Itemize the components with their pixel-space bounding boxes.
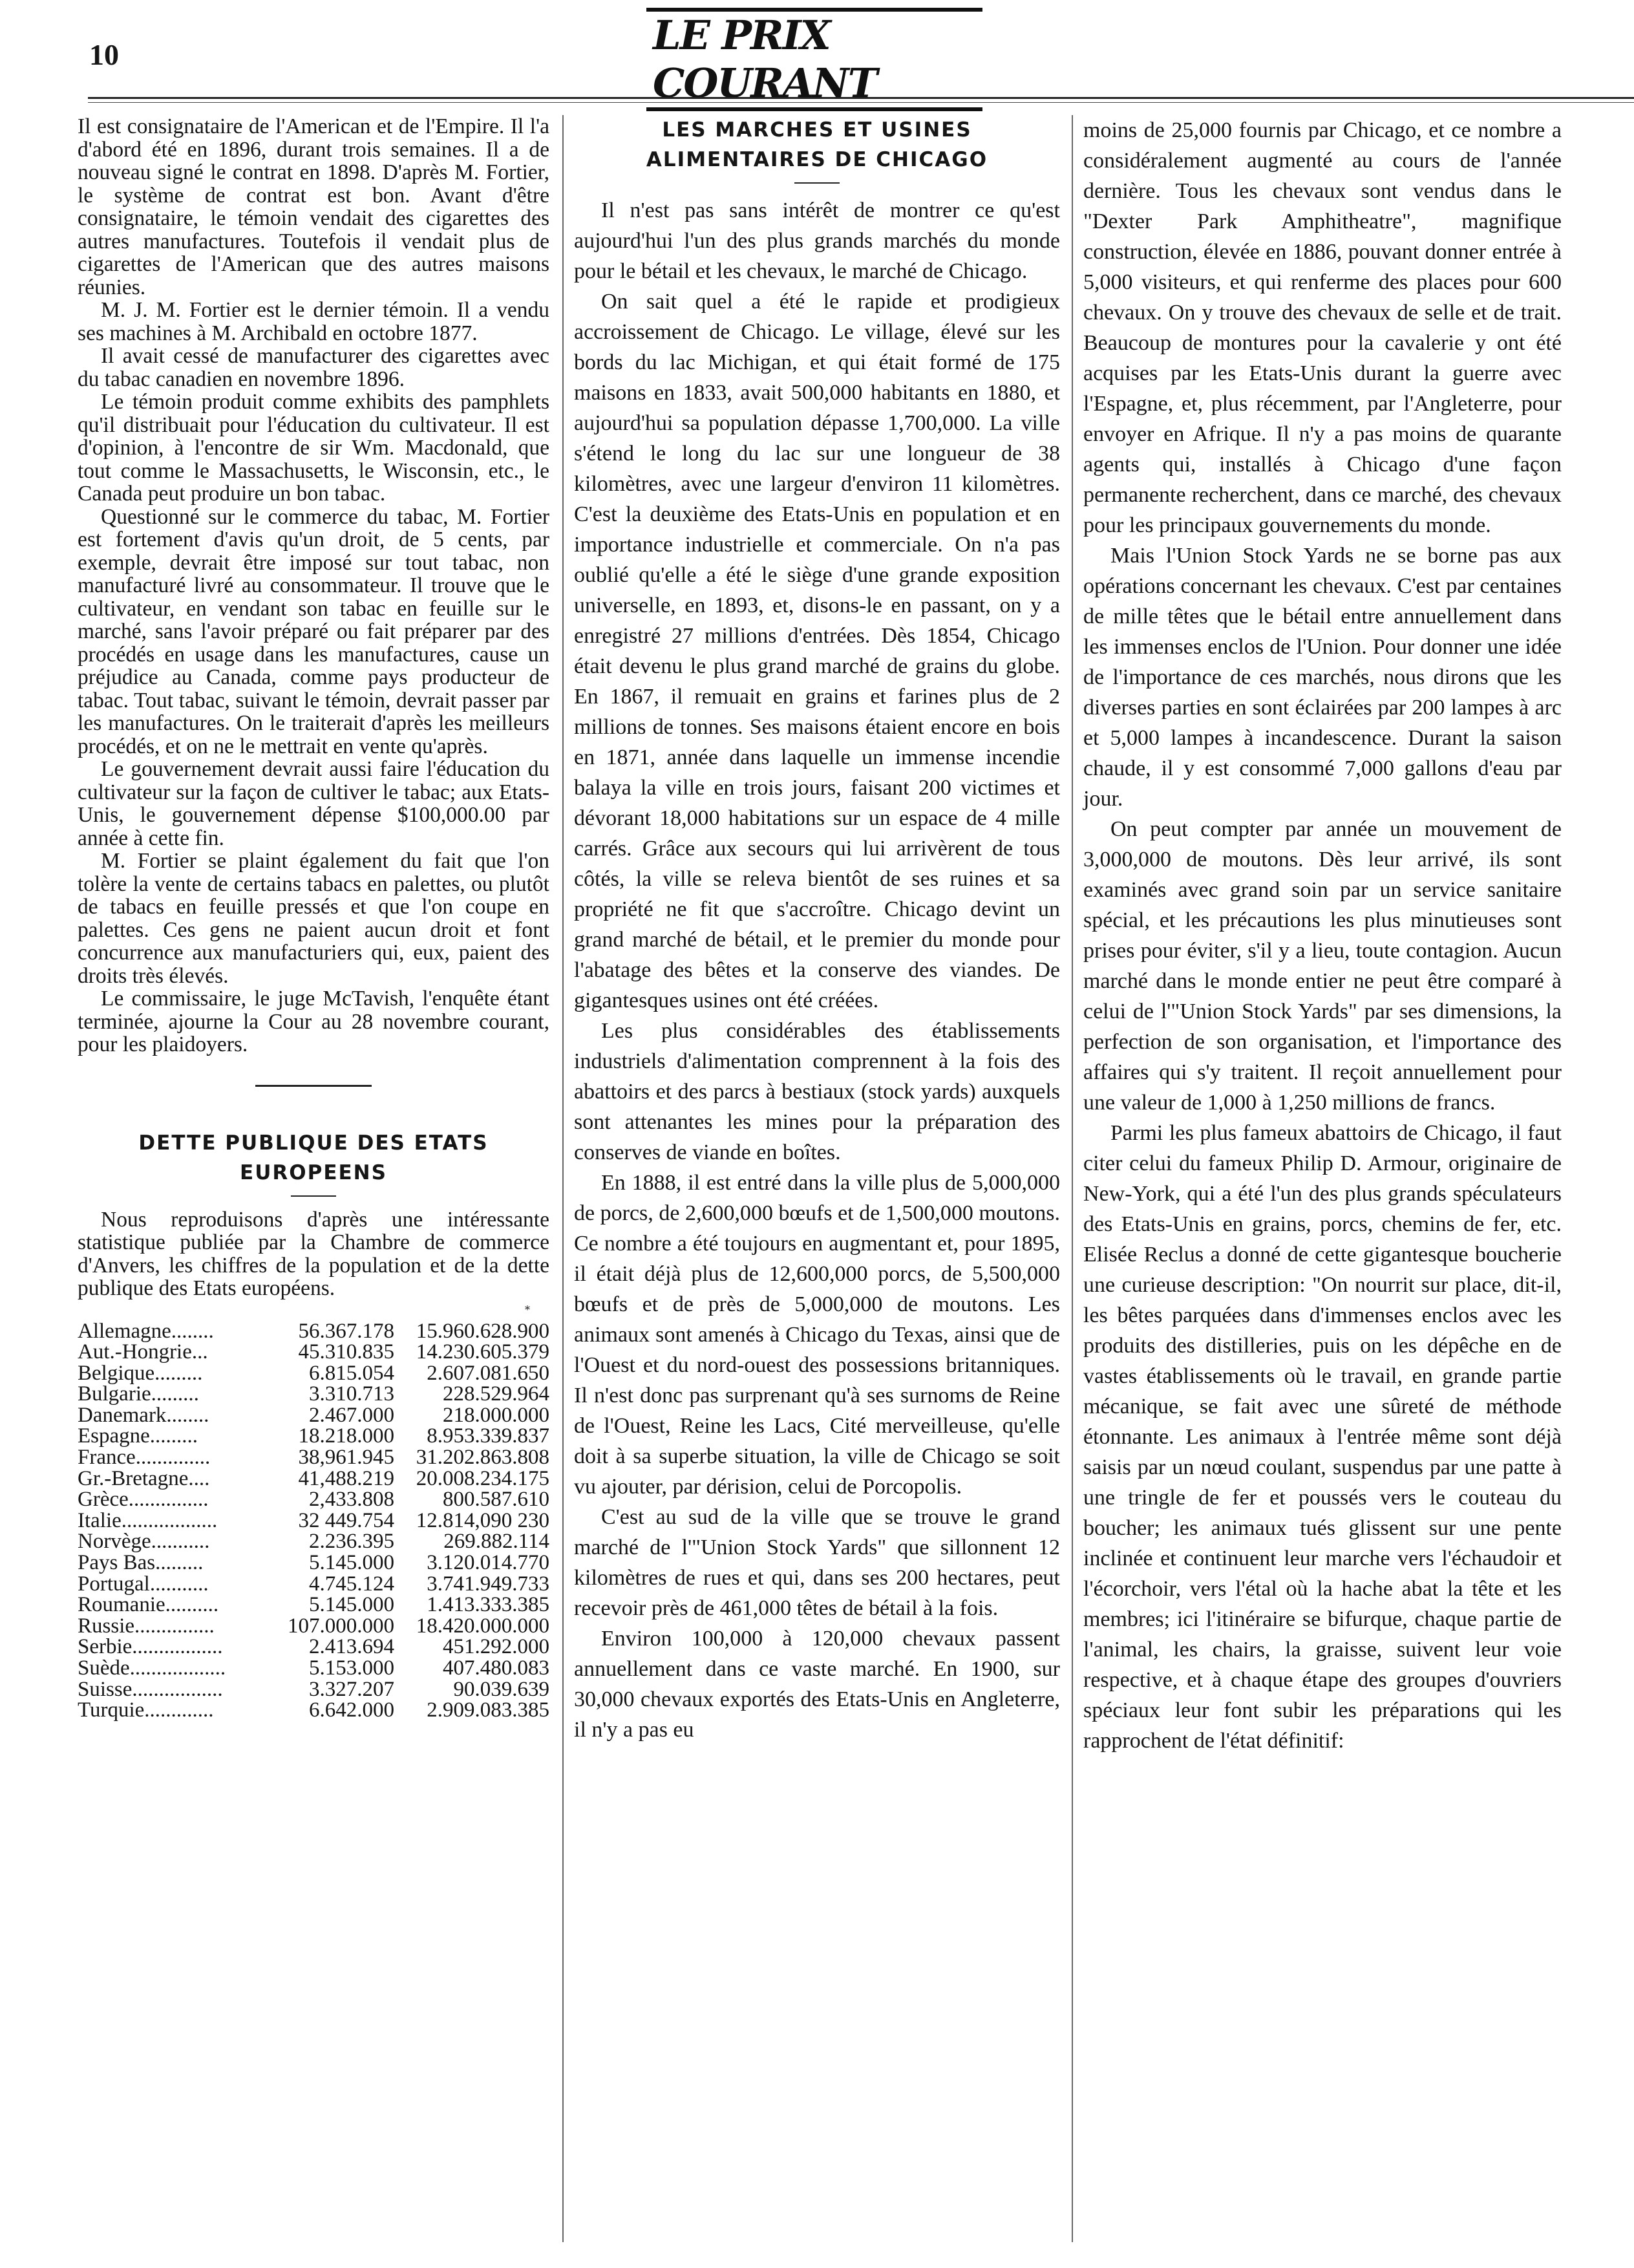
title-rule bbox=[291, 1195, 336, 1197]
population-cell: 32 449.754 bbox=[298, 1508, 394, 1532]
debt-cell: 2.909.083.385 bbox=[427, 1698, 549, 1722]
debt-cell: 407.480.083 bbox=[443, 1656, 549, 1680]
debt-intro: Nous reproduisons d'après une intéressante statistique publiée par la Chambre de commerce d'Anvers, les chiffres de la population et de la dette publique des Etats européens. bbox=[78, 1207, 549, 1300]
article-paragraph: C'est au sud de la ville que se trouve le grand marché de l'"Union Stock Yards" que sillonnent 12 kilomètres de rues et qui, dans ses 200 hectares, peut recevoir près de 461,000 têtes de bétail à la fois. bbox=[574, 1505, 1060, 1620]
country-cell: Danemark........ bbox=[78, 1403, 209, 1427]
debt-table bbox=[78, 1321, 549, 1721]
debt-cell: 8.953.339.837 bbox=[427, 1424, 549, 1448]
country-cell: Turquie............. bbox=[78, 1698, 214, 1722]
table-row bbox=[78, 1447, 549, 1468]
population-cell: 5.153.000 bbox=[309, 1656, 394, 1680]
table-row bbox=[78, 1405, 549, 1426]
population-cell: 38,961.945 bbox=[298, 1446, 394, 1470]
debt-cell: 228.529.964 bbox=[443, 1382, 549, 1406]
column-divider-1 bbox=[562, 115, 564, 2242]
population-cell: 3.327.207 bbox=[309, 1677, 394, 1701]
population-cell: 2.413.694 bbox=[309, 1635, 394, 1659]
table-row bbox=[78, 1468, 549, 1490]
country-cell: Suisse................. bbox=[78, 1677, 223, 1701]
country-cell: Portugal........... bbox=[78, 1572, 209, 1596]
article-paragraph: moins de 25,000 fournis par Chicago, et ce nombre a considéralement augmenté au cours de l'année dernière. Tous les chevaux sont vendus dans le "Dexter Park Amphitheatre", magnifique construction, élevée en 1886, pouvant donner entrée à 5,000 visiteurs, et qui renferme des places pour 600 chevaux. On y trouve des chevaux de selle et de trait. Beaucoup de montures pour la cavalerie y ont été acquises par les Etats-Unis durant la guerre avec l'Espagne, et, plus récemment, par l'Angleterre, pour envoyer en Afrique. Il n'y a pas moins de quarante agents qui, installés à Chicago d'une façon permanente recherchent, dans ce marché, des chevaux pour les principaux gouvernements du monde. bbox=[1083, 118, 1562, 537]
debt-cell: 269.882.114 bbox=[443, 1530, 549, 1554]
country-cell: Norvège........... bbox=[78, 1530, 210, 1554]
table-row bbox=[78, 1510, 549, 1532]
country-cell: Serbie................. bbox=[78, 1635, 223, 1659]
article-paragraph: Il n'est pas sans intérêt de montrer ce qu'est aujourd'hui l'un des plus grands marchés du monde pour le bétail et les chevaux, le marché de Chicago. bbox=[574, 198, 1060, 283]
country-cell: Roumanie.......... bbox=[78, 1593, 219, 1617]
population-cell: 2.236.395 bbox=[309, 1530, 394, 1554]
table-row bbox=[78, 1342, 549, 1363]
country-cell: Grèce............... bbox=[78, 1488, 209, 1512]
article-paragraph: Il avait cessé de manufacturer des cigarettes avec du tabac canadien en novembre 1896. bbox=[78, 344, 549, 391]
country-cell: Gr.-Bretagne.... bbox=[78, 1466, 210, 1490]
debt-cell: 2.607.081.650 bbox=[427, 1361, 549, 1385]
article-paragraph: M. J. M. Fortier est le dernier témoin. Il a vendu ses machines à M. Archibald en octobre 1877. bbox=[78, 298, 549, 345]
article-paragraph: Le gouvernement devrait aussi faire l'éducation du cultivateur sur la façon de cultiver le tabac; aux Etats-Unis, le gouvernement dépense $100,000.00 par année à cette fin. bbox=[78, 757, 549, 850]
table-row bbox=[78, 1363, 549, 1384]
debt-cell: 3.741.949.733 bbox=[427, 1572, 549, 1596]
population-cell: 6.815.054 bbox=[309, 1361, 394, 1385]
country-cell: Russie............... bbox=[78, 1614, 215, 1638]
article-paragraph: Il est consignataire de l'American et de l'Empire. Il l'a d'abord été en 1896, durant trois semaines. Il a de nouveau signé le contrat en 1898. D'après M. Fortier, le système de contrat est bon. Avant d'être consignataire, le témoin vendait des cigarettes des autres manufactures. Toutefois il vendait plus de cigarettes de l'American que des autres maisons réunies. bbox=[78, 114, 549, 299]
table-row bbox=[78, 1679, 549, 1700]
article-paragraph: On sait quel a été le rapide et prodigieux accroissement de Chicago. Le village, élevé sur les bords du lac Michigan, et qui était formé de 175 maisons en 1833, avait 500,000 habitants en 1880, et aujourd'hui sa population dépasse 1,700,000. La ville s'étend le long du lac sur une longueur de 38 kilomètres, avec une largeur d'environ 11 kilomètres. C'est la deuxième des Etats-Unis en population et en importance industrielle et commerciale. On n'a pas oublié qu'elle a été le siège d'une grande exposition universelle, en 1893, et, disons-le en passant, on y a enregistré 27 millions d'entrées. Dès 1854, Chicago était devenu le plus grand marché de grains du globe. En 1867, il remuait en grains et farines plus de 2 millions de tonnes. Ses maisons étaient encore en bois en 1871, année dans laquelle un immense incendie balaya la ville en trois jours, faisant 200 victimes et dévorant 18,000 habitations sur un espace de 4 mille carrés. Grâce aux secours qui lui arrivèrent de tous côtés, la ville se releva bientôt de ses ruines et sa propriété ne fit que s'accroître. Chicago devint un grand marché de bétail, et le premier du monde pour l'abatage des bêtes et la conserve des viandes. De gigantesques usines ont été créées. bbox=[574, 290, 1060, 1012]
country-cell: Espagne......... bbox=[78, 1424, 198, 1448]
population-cell: 5.145.000 bbox=[309, 1551, 394, 1575]
table-row bbox=[78, 1574, 549, 1595]
population-cell: 41,488.219 bbox=[298, 1466, 394, 1490]
article-paragraph: Le commissaire, le juge McTavish, l'enquête étant terminée, ajourne la Cour au 28 novembre courant, pour les plaidoyers. bbox=[78, 987, 549, 1056]
article-paragraph: En 1888, il est entré dans la ville plus de 5,000,000 de porcs, de 2,600,000 bœufs et de 1,500,000 moutons. Ce nombre a été toujours en augmentant et, pour 1895, il était déjà plus de 12,600,000 porcs, de 5,500,000 bœufs et de près de 5,000,000 de moutons. Les animaux sont amenés à Chicago du Texas, ainsi que de l'Ouest et du nord-ouest des possessions britanniques. Il n'est donc pas surprenant qu'à ses surnoms de Reine de l'Ouest, Reine les Lacs, Cité merveilleuse, qu'elle doit à sa superbe situation, la ville de Chicago se soit vu ajouter, par dérision, celui de Porcopolis. bbox=[574, 1171, 1060, 1499]
debt-title: DETTE PUBLIQUE DES ETATS EUROPEENS bbox=[138, 1131, 489, 1184]
country-cell: Bulgarie......... bbox=[78, 1382, 199, 1406]
article-paragraph: Questionné sur le commerce du tabac, M. Fortier est fortement d'avis qu'un droit, de 5 cents, par exemple, devrait être imposé sur tout tabac, non manufacturé livré au consommateur. Il trouve que le cultivateur, en vendant son tabac en feuille sur le marché, sans l'avoir préparé ou fait préparer par des procédés en usage dans les manufactures, cause un préjudice au Canada, comme pays producteur de tabac. Tout tabac, suivant le témoin, devrait passer par les manufactures. On le traiterait d'après les meilleurs procédés, et on ne le mettrait en vente qu'après. bbox=[78, 504, 549, 758]
column-3 bbox=[1083, 115, 1562, 1756]
debt-cell: 20.008.234.175 bbox=[416, 1466, 549, 1490]
table-row bbox=[78, 1426, 549, 1447]
table-row bbox=[78, 1594, 549, 1616]
title-rule bbox=[794, 182, 840, 184]
debt-cell: 12.814,090 230 bbox=[416, 1508, 549, 1532]
country-cell: Aut.-Hongrie... bbox=[78, 1340, 208, 1364]
country-cell: Allemagne........ bbox=[78, 1319, 214, 1343]
column-2 bbox=[574, 115, 1060, 1745]
masthead-logo bbox=[646, 12, 982, 107]
debt-cell: 451.292.000 bbox=[443, 1635, 549, 1659]
article-paragraph: Parmi les plus fameux abattoirs de Chicago, il faut citer celui du fameux Philip D. Armour, originaire de New-York, qui a été l'un des plus grands spéculateurs des Etats-Unis en grains, porcs, chemins de fer, etc. Elisée Reclus a donné de cette gigantesque boucherie une curieuse description: "On nourrit sur place, dit-il, les bêtes parquées dans d'immenses enclos avec les produits des distilleries, puis on les dépêche en de vastes établissements où le travail, en grande partie mécanique, se fait avec une sûreté de méthode étonnante. Les animaux à l'entrée même sont déjà saisis par un nœud coulant, suspendus par une patte à une tringle de fer et poussés vers le couteau du boucher; les animaux tués glissent sur une pente inclinée et continuent leur marche vers l'échaudoir et l'écorchoir, vers l'étal où la hache abat la tête et les membres; ici l'itinéraire se bifurque, chaque partie de l'animal, les chairs, la graisse, suivent leur voie respective, et à chaque étape des groupes d'ouvriers spéciaux leur font subir les préparations qui les rapprochent de l'état définitif: bbox=[1083, 1121, 1562, 1753]
column-divider-2 bbox=[1072, 115, 1073, 2242]
table-row bbox=[78, 1700, 549, 1721]
article-title: LES MARCHES ET USINES ALIMENTAIRES DE CHICAGO bbox=[646, 118, 988, 171]
debt-cell: 15.960.628.900 bbox=[416, 1319, 549, 1343]
debt-cell: 31.202.863.808 bbox=[416, 1446, 549, 1470]
population-cell: 2.467.000 bbox=[309, 1403, 394, 1427]
population-cell: 3.310.713 bbox=[309, 1382, 394, 1406]
table-row bbox=[78, 1489, 549, 1510]
article-paragraph: Le témoin produit comme exhibits des pamphlets qu'il distribuait pour l'éducation du cultivateur. Il est d'opinion, à l'encontre de sir Wm. Macdonald, que tout comme le Massachusetts, le Wisconsin, etc., le Canada peut produire un bon tabac. bbox=[78, 390, 549, 506]
header-rule-thin bbox=[88, 102, 1634, 103]
table-row bbox=[78, 1552, 549, 1574]
header-rule bbox=[88, 97, 1634, 99]
debt-cell: 218.000.000 bbox=[443, 1403, 549, 1427]
population-cell: 107.000.000 bbox=[288, 1614, 394, 1638]
table-row bbox=[78, 1531, 549, 1552]
population-cell: 56.367.178 bbox=[298, 1319, 394, 1343]
debt-cell: 3.120.014.770 bbox=[427, 1551, 549, 1575]
debt-cell: 90.039.639 bbox=[453, 1677, 549, 1701]
article-paragraph: Les plus considérables des établissements industriels d'alimentation comprennent à la fois des abattoirs et des parcs à bestiaux (stock yards) auxquels sont attenantes les mines pour la préparation des conserves de viande en boîtes. bbox=[574, 1019, 1060, 1164]
table-row bbox=[78, 1658, 549, 1679]
population-cell: 6.642.000 bbox=[309, 1698, 394, 1722]
column-1 bbox=[78, 115, 549, 1721]
table-row bbox=[78, 1636, 549, 1658]
country-cell: France.............. bbox=[78, 1446, 211, 1470]
debt-cell: 18.420.000.000 bbox=[416, 1614, 549, 1638]
table-row bbox=[78, 1321, 549, 1342]
country-cell: Suède.................. bbox=[78, 1656, 226, 1680]
population-cell: 18.218.000 bbox=[298, 1424, 394, 1448]
debt-cell: 800.587.610 bbox=[443, 1488, 549, 1512]
population-cell: 2,433.808 bbox=[309, 1488, 394, 1512]
page-number: 10 bbox=[89, 38, 119, 71]
masthead-title: LE PRIX COURANT bbox=[646, 8, 982, 111]
article-paragraph: On peut compter par année un mouvement de 3,000,000 de moutons. Dès leur arrivé, ils sont examinés avec grand soin par un service sanitaire spécial, et les précautions les plus minutieuses sont prises pour éviter, s'il y a lieu, toute contagion. Aucun marché dans le monde entier ne peut être comparé à celui de l'"Union Stock Yards" par ses dimensions, la perfection de son organisation, et l'importance des affaires qui s'y traitent. Il reçoit annuellement pour une valeur de 1,000 à 1,250 millions de francs. bbox=[1083, 817, 1562, 1115]
section-divider bbox=[255, 1085, 372, 1087]
population-cell: 45.310.835 bbox=[298, 1340, 394, 1364]
article-paragraph: Environ 100,000 à 120,000 chevaux passent annuellement dans ce vaste marché. En 1900, sur 30,000 chevaux exportés des Etats-Unis en Angleterre, il n'y a pas eu bbox=[574, 1627, 1060, 1742]
table-row bbox=[78, 1616, 549, 1637]
country-cell: Pays Bas......... bbox=[78, 1551, 204, 1575]
ornament-mark: ⁎ bbox=[525, 1301, 530, 1312]
country-cell: Italie.................. bbox=[78, 1508, 218, 1532]
country-cell: Belgique......... bbox=[78, 1361, 203, 1385]
article-paragraph: M. Fortier se plaint également du fait que l'on tolère la vente de certains tabacs en palettes, ou plutôt de tabacs en feuille pressés et que l'on coupe en palettes. Ces gens ne paient aucun droit et font concurrence aux manufacturiers qui, eux, paient des droits très élevés. bbox=[78, 849, 549, 988]
article-paragraph: Mais l'Union Stock Yards ne se borne pas aux opérations concernant les chevaux. C'est par centaines de mille têtes que le bétail entre annuellement dans les immenses enclos de l'Union. Pour donner une idée de l'importance de ces marchés, nous dirons que les diverses parties en sont éclairées par 200 lampes à arc et 5,000 lampes à incandescence. Durant la saison chaude, il y est consommé 7,000 gallons d'eau par jour. bbox=[1083, 544, 1562, 811]
population-cell: 5.145.000 bbox=[309, 1593, 394, 1617]
table-row bbox=[78, 1384, 549, 1405]
debt-cell: 14.230.605.379 bbox=[416, 1340, 549, 1364]
population-cell: 4.745.124 bbox=[309, 1572, 394, 1596]
debt-cell: 1.413.333.385 bbox=[427, 1593, 549, 1617]
